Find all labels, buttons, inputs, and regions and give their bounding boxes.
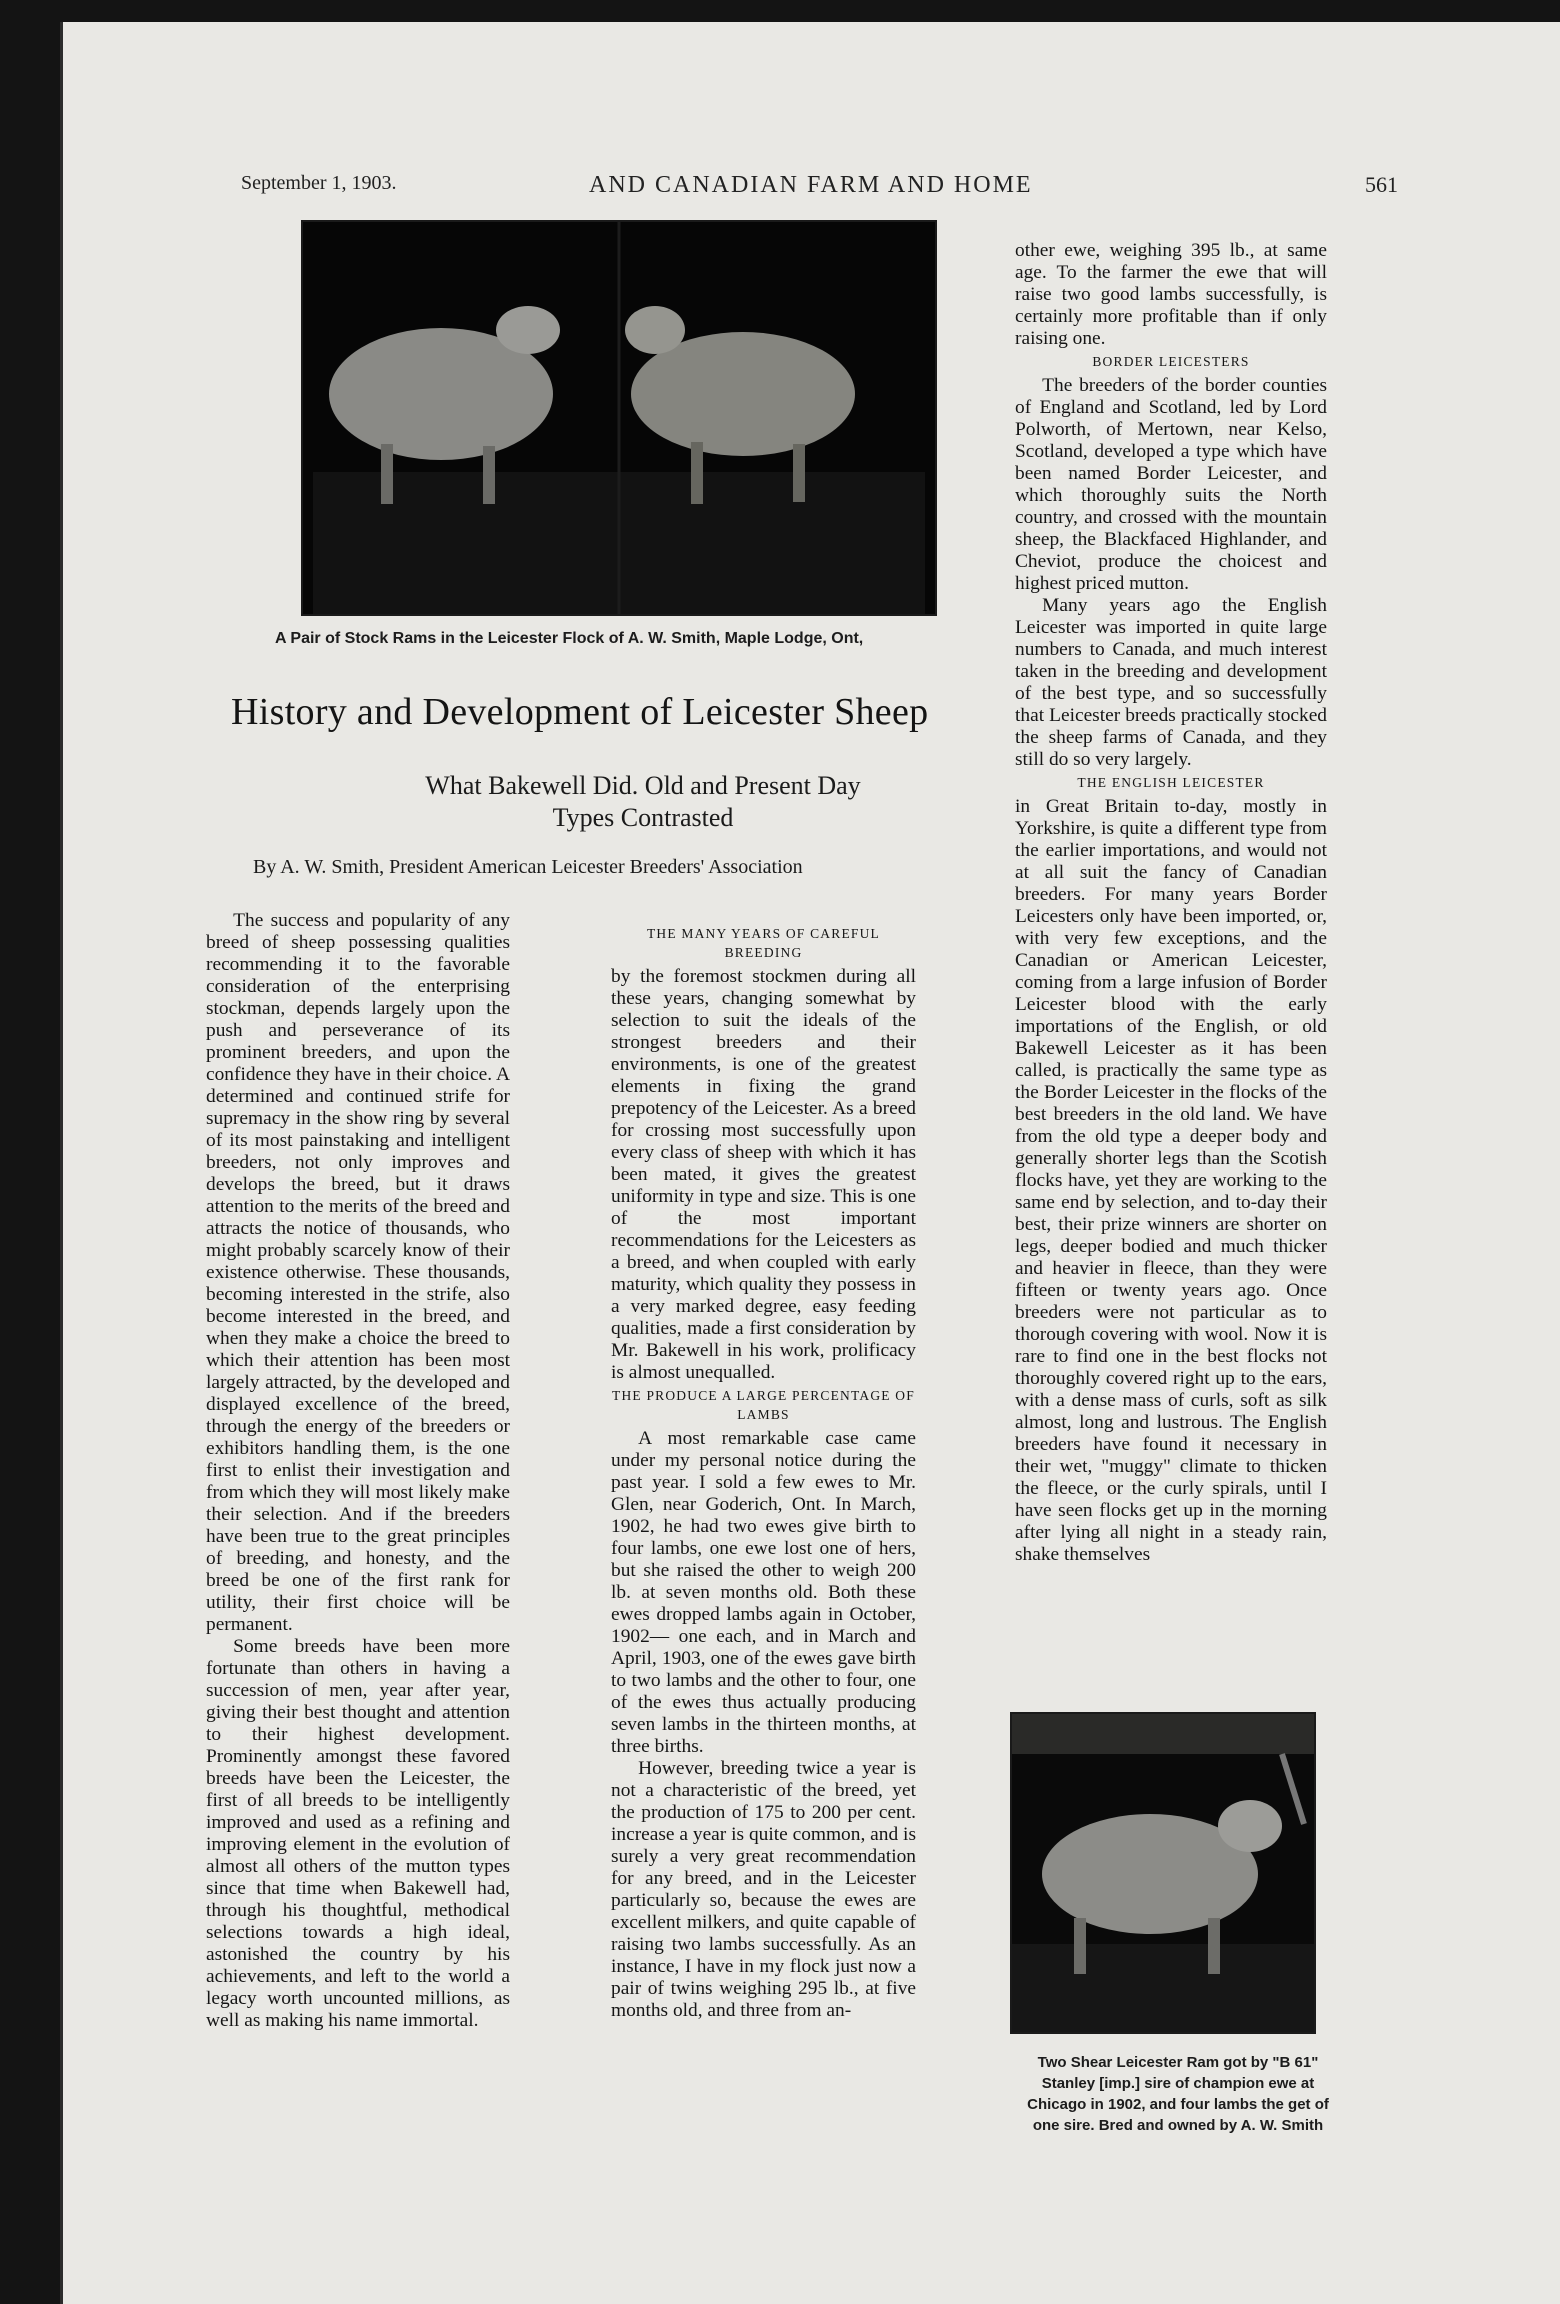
running-title: AND CANADIAN FARM AND HOME <box>589 172 1033 198</box>
section-heading: BORDER LEICESTERS <box>1092 354 1250 369</box>
paragraph: by the foremost stockmen during all these years, changing somewhat by selection to suit the ideals of the strongest breeders and their environments, is one of the greatest elements in fixing the grand prepotency of the Leicester. As a breed for crossing most successfully upon every class of sheep with which it has been mated, it gives the greatest uniformity in type and size. This is one of the most important recommendations for the Leicesters as a breed, and when coupled with early maturity, which quality they possess in a very marked degree, easy feeding qualities, made a first consideration by Mr. Bakewell in his work, prolificacy is almost unequalled. <box>611 966 916 1383</box>
photo-pair-of-rams <box>301 220 937 616</box>
article-byline: By A. W. Smith, President American Leicester Breeders' Association <box>253 856 803 878</box>
paragraph: The breeders of the border counties of England and Scotland, led by Lord Polworth, of Mertown, near Kelso, Scotland, developed a type which have been named Border Leicester, and which thoroughly suits the North country, and crossed with the mountain sheep, the Blackfaced Highlander, and Cheviot, produce the choicest and highest priced mutton. <box>1015 375 1327 594</box>
photo-two-shear-ram <box>1010 1712 1316 2034</box>
article-subheadline <box>293 770 993 834</box>
paragraph: Many years ago the English Leicester was imported in quite large numbers to Canada, and much interest taken in the breeding and development of the best type, and so successfully that Leicester breeds practically stocked the sheep farms of Canada, and they still do so very largely. <box>1015 595 1327 770</box>
column-2 <box>611 922 916 2022</box>
section-heading: THE MANY YEARS OF CAREFUL BREEDING <box>646 926 880 960</box>
section-heading: THE ENGLISH LEICESTER <box>1077 775 1265 790</box>
bottom-photo-caption: Two Shear Leicester Ram got by "B 61" Stanley [imp.] sire of champion ewe at Chicago in 1902, and four lambs the get of one sire. Bred and owned by A. W. Smith <box>1027 2054 1329 2134</box>
paragraph: A most remarkable case came under my personal notice during the past year. I sold a few ewes to Mr. Glen, near Goderich, Ont. In March, 1902, he had two ewes give birth to four lambs, one ewe lost one of hers, but she raised the other to weigh 200 lb. at seven months old. Both these ewes dropped lambs again in October, 1902— one each, and in March and April, 1903, one of the ewes gave birth to two lambs and the other to four, one of the ewes thus actually producing seven lambs in the thirteen months, at three births. <box>611 1428 916 1757</box>
section-heading: THE PRODUCE A LARGE PERCENTAGE OF LAMBS <box>612 1388 915 1422</box>
article-headline: History and Development of Leicester Sheep <box>231 691 929 733</box>
magazine-page <box>60 22 1560 2304</box>
paragraph: The success and popularity of any breed of sheep possessing qualities recommending it to the favorable consideration of the enterprising stockman, depends largely upon the push and perseverance of its prominent breeders, and upon the confidence they have in their choice. A determined and continued strife for supremacy in the show ring by several of its most painstaking and intelligent breeders, not only improves and develops the breed, but it draws attention to the merits of the breed and attracts the notice of thousands, who might probably scarcely know of their existence otherwise. These thousands, becoming interested in the strife, also become interested in the breed, and when they make a choice the breed to which their attention has been most largely attracted, by the developed and displayed excellence of the breed, through the energy of the breeders or exhibitors handling them, is the one first to enlist their investigation and from which they will most likely make their selection. And if the breeders have been true to the great principles of breeding, and honesty, and the breed be one of the first rank for utility, their first choice will be permanent. <box>206 910 510 1635</box>
top-photo-caption: A Pair of Stock Rams in the Leicester Flock of A. W. Smith, Maple Lodge, Ont, <box>275 630 864 647</box>
paragraph: other ewe, weighing 395 lb., at same age. To the farmer the ewe that will raise two good lambs successfully, is certainly more profitable than if only raising one. <box>1015 240 1327 349</box>
paragraph: However, breeding twice a year is not a characteristic of the breed, yet the production of 175 to 200 per cent. increase a year is quite common, and is surely a very great recommendation for any breed, and in the Leicester particularly so, because the ewes are excellent milkers, and quite capable of raising two lambs successfully. As an instance, I have in my flock just now a pair of twins weighing 295 lb., at five months old, and three from an- <box>611 1758 916 2021</box>
paragraph: in Great Britain to-day, mostly in Yorkshire, is quite a different type from the earlier importations, and would not at all suit the fancy of Canadian breeders. For many years Border Leicesters only have been imported, or, with very few exceptions, and the Canadian or American Leicester, coming from a large infusion of Border Leicester blood with the early importations of the English, or old Bakewell Leicester as it has been called, is practically the same type as the Border Leicester in the flocks of the best breeders in the old land. We have from the old type a deeper body and generally shorter legs than the Scotish flocks have, yet they are working to the same end by selection, and to-day their best, their prize winners are shorter on legs, deeper bodied and much thicker and heavier in fleece, than they were fifteen or twenty years ago. Once breeders were not particular as to thorough covering with wool. Now it is rare to find one in the best flocks not thoroughly covered right up to the ears, with a dense mass of curls, soft as silk almost, long and lustrous. The English breeders have found it necessary in their wet, "muggy" climate to thicken the fleece, or the curly spirals, until I have seen flocks get up in the morning after lying all night in a steady rain, shake themselves <box>1015 796 1327 1565</box>
column-1 <box>206 910 510 2032</box>
issue-date: September 1, 1903. <box>241 172 397 194</box>
page-number: 561 <box>1365 172 1398 197</box>
subheadline-line-2: Types Contrasted <box>552 803 734 832</box>
subheadline-line-1: What Bakewell Did. Old and Present Day <box>425 771 861 800</box>
paragraph: Some breeds have been more fortunate than others in having a succession of men, year after year, giving their best thought and attention to their highest development. Prominently amongst these favored breeds have been the Leicester, the first of all breeds to be intelligently improved and used as a refining and improving element in the evolution of almost all others of the mutton types since that time when Bakewell had, through his thoughtful, methodical selections towards a high ideal, astonished the country by his achievements, and left to the world a legacy worth uncounted millions, as well as making his name immortal. <box>206 1636 510 2031</box>
column-3 <box>1015 240 1327 1566</box>
